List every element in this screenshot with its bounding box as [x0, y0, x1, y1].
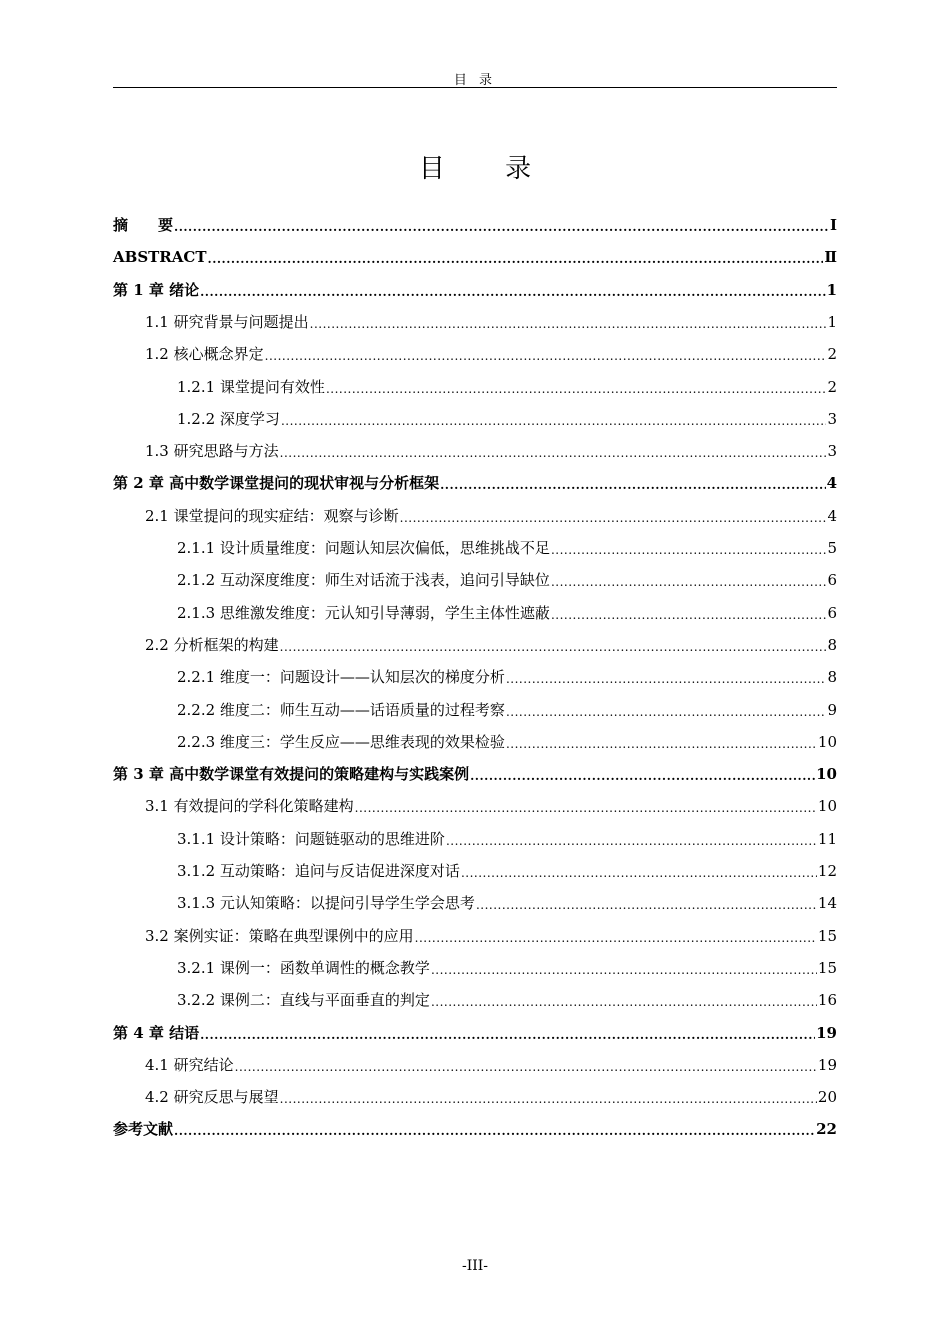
toc-leader-dots	[355, 800, 817, 816]
toc-entry-label: ABSTRACT	[113, 248, 207, 267]
toc-leader-dots	[506, 671, 827, 687]
toc-entry[interactable]	[113, 694, 837, 720]
toc-leader-dots	[281, 413, 827, 429]
toc-leader-dots	[310, 316, 827, 332]
toc-entry-label: 3.1.2 互动策略：追问与反诘促进深度对话	[177, 862, 460, 880]
toc-leader-dots	[200, 284, 825, 300]
toc-leader-dots	[235, 1059, 817, 1075]
toc-leader-dots	[506, 736, 817, 752]
toc-entry-label: 4.1 研究结论	[145, 1055, 234, 1074]
toc-leader-dots	[415, 930, 817, 946]
toc-entry[interactable]	[113, 1081, 837, 1107]
toc-leader-dots	[551, 607, 827, 623]
toc-entry-page: 10	[817, 797, 837, 816]
toc-entry[interactable]	[113, 726, 837, 752]
toc-entry-label: 2.2.2 维度二：师生互动——话语质量的过程考察	[177, 700, 505, 719]
page-number: -III-	[461, 1258, 489, 1274]
toc-entry-page: 5	[827, 539, 837, 557]
toc-entry-page: 6	[827, 571, 837, 590]
header-rule	[113, 87, 837, 88]
toc-entry-label: 3.2 案例实证：策略在典型课例中的应用	[145, 926, 414, 945]
toc-title: 目 录	[418, 154, 558, 184]
toc-entry-label: 第 2 章 高中数学课堂提问的现状审视与分析框架	[113, 474, 440, 493]
toc-entry-label: 1.2.2 深度学习	[177, 409, 280, 428]
toc-leader-dots	[400, 510, 827, 526]
toc-leader-dots	[470, 768, 815, 784]
toc-leader-dots	[476, 897, 817, 913]
toc-leader-dots	[200, 1027, 815, 1043]
toc-entry-label: 2.2.3 维度三：学生反应——思维表现的效果检验	[177, 732, 505, 751]
toc-entry-page: 8	[827, 668, 837, 687]
toc-entry-label: 3.1.1 设计策略：问题链驱动的思维进阶	[177, 829, 445, 848]
toc-entry[interactable]	[113, 403, 837, 429]
toc-entry-label: 3.2.1 课例一：函数单调性的概念教学	[177, 958, 430, 977]
toc-entry[interactable]	[113, 597, 837, 623]
toc-entry-label: 2.2.1 维度一：问题设计——认知层次的梯度分析	[177, 668, 505, 687]
toc-leader-dots	[551, 574, 827, 590]
toc-entry-label: 2.2 分析框架的构建	[145, 635, 279, 654]
toc-entry-page: 15	[817, 958, 837, 977]
toc-entry[interactable]	[113, 790, 837, 816]
toc-entry-page: 22	[816, 1120, 837, 1139]
toc-leader-dots	[461, 865, 817, 881]
toc-entry[interactable]	[113, 306, 837, 332]
toc-leader-dots	[174, 1123, 815, 1139]
toc-entry-page: 11	[817, 829, 837, 848]
toc-leader-dots	[431, 994, 817, 1010]
toc-entry-label: 1.3 研究思路与方法	[145, 442, 279, 461]
toc-entry-label: 3.1.3 元认知策略：以提问引导学生学会思考	[177, 894, 475, 913]
toc-entry-label: 2.1 课堂提问的现实症结：观察与诊断	[145, 506, 399, 525]
toc-entry[interactable]	[113, 371, 837, 397]
toc-entry[interactable]	[113, 467, 837, 493]
toc-entry-label: 第 1 章 绪论	[113, 280, 200, 299]
toc-entry-page: 8	[827, 635, 837, 654]
toc-entry-page: 4	[826, 474, 837, 493]
toc-leader-dots	[551, 542, 827, 558]
toc-entry-page: 10	[816, 765, 837, 784]
toc-entry[interactable]	[113, 952, 837, 978]
toc-entry-label: 4.2 研究反思与展望	[145, 1088, 279, 1107]
toc-entry-page: 4	[827, 506, 837, 525]
toc-entry[interactable]	[113, 823, 837, 849]
toc-entry[interactable]	[113, 532, 837, 558]
toc-leader-dots	[280, 445, 827, 461]
toc-entry-label: 3.2.2 课例二：直线与平面垂直的判定	[177, 991, 430, 1010]
toc-entry-page: 12	[817, 862, 837, 880]
toc-entry-label: 第 4 章 结语	[113, 1023, 200, 1042]
toc-entry-page: 1	[827, 312, 837, 331]
toc-leader-dots	[326, 381, 827, 397]
toc-entry[interactable]	[113, 1017, 837, 1043]
toc-entry-label: 1.1 研究背景与问题提出	[145, 312, 309, 331]
toc-entry-page: 16	[817, 991, 837, 1010]
toc-entry-page: 19	[817, 1055, 837, 1074]
toc-entry-label: 第 3 章 高中数学课堂有效提问的策略建构与实践案例	[113, 765, 470, 784]
toc-leader-dots	[208, 251, 824, 267]
toc-leader-dots	[265, 348, 827, 364]
toc-entry[interactable]	[113, 920, 837, 946]
toc-entry[interactable]	[113, 758, 837, 784]
toc-entry-page: 1	[826, 280, 837, 299]
toc-entry-label: 1.2.1 课堂提问有效性	[177, 377, 325, 396]
toc-entry[interactable]	[113, 500, 837, 526]
toc-entry-page: 3	[827, 442, 837, 461]
toc-entry-page: Ⅱ	[824, 248, 837, 267]
toc-entry[interactable]	[113, 1113, 837, 1139]
toc-entry-page: 2	[827, 377, 837, 396]
toc-entry[interactable]	[113, 338, 837, 364]
toc-entry-page: 6	[827, 603, 837, 622]
toc-entry[interactable]	[113, 887, 837, 913]
toc-entry-page: 9	[827, 700, 837, 719]
toc-entry[interactable]	[113, 209, 837, 235]
toc-entry-label: 2.1.1 设计质量维度：问题认知层次偏低，思维挑战不足	[177, 539, 550, 557]
toc-entry-label: 2.1.3 思维激发维度：元认知引导薄弱，学生主体性遮蔽	[177, 603, 550, 622]
toc-entry-page: 10	[817, 732, 837, 751]
toc-entry-page: 20	[817, 1088, 837, 1107]
toc-leader-dots	[440, 477, 825, 493]
toc-entry-page: 14	[817, 894, 837, 913]
toc-entry-page: 3	[827, 409, 837, 428]
running-header: 目 录	[453, 73, 497, 88]
toc-entry-label: 参考文献	[113, 1120, 174, 1139]
toc-entry-page: 2	[827, 345, 837, 364]
toc-entry[interactable]	[113, 984, 837, 1010]
toc-entry-label: 1.2 核心概念界定	[145, 345, 264, 364]
toc-entry[interactable]	[113, 274, 837, 300]
toc-leader-dots	[280, 1091, 817, 1107]
toc-entry[interactable]	[113, 629, 837, 655]
toc-entry[interactable]	[113, 1049, 837, 1075]
toc-leader-dots	[431, 962, 817, 978]
toc-leader-dots	[174, 219, 829, 235]
toc-entry[interactable]	[113, 435, 837, 461]
toc-entry[interactable]	[113, 241, 837, 267]
toc-leader-dots	[280, 639, 827, 655]
toc-entry-page: Ⅰ	[829, 216, 837, 234]
toc-entry-label: 2.1.2 互动深度维度：师生对话流于浅表，追问引导缺位	[177, 571, 550, 590]
toc-entry[interactable]	[113, 661, 837, 687]
toc-entry-label: 摘 要	[113, 216, 174, 234]
toc-leader-dots	[506, 704, 827, 720]
toc-entry-label: 3.1 有效提问的学科化策略建构	[145, 797, 354, 816]
toc-entry-page: 15	[817, 926, 837, 945]
toc-leader-dots	[446, 833, 817, 849]
toc-entry[interactable]	[113, 855, 837, 881]
toc-entry-page: 19	[816, 1023, 837, 1042]
toc-entry[interactable]	[113, 564, 837, 590]
